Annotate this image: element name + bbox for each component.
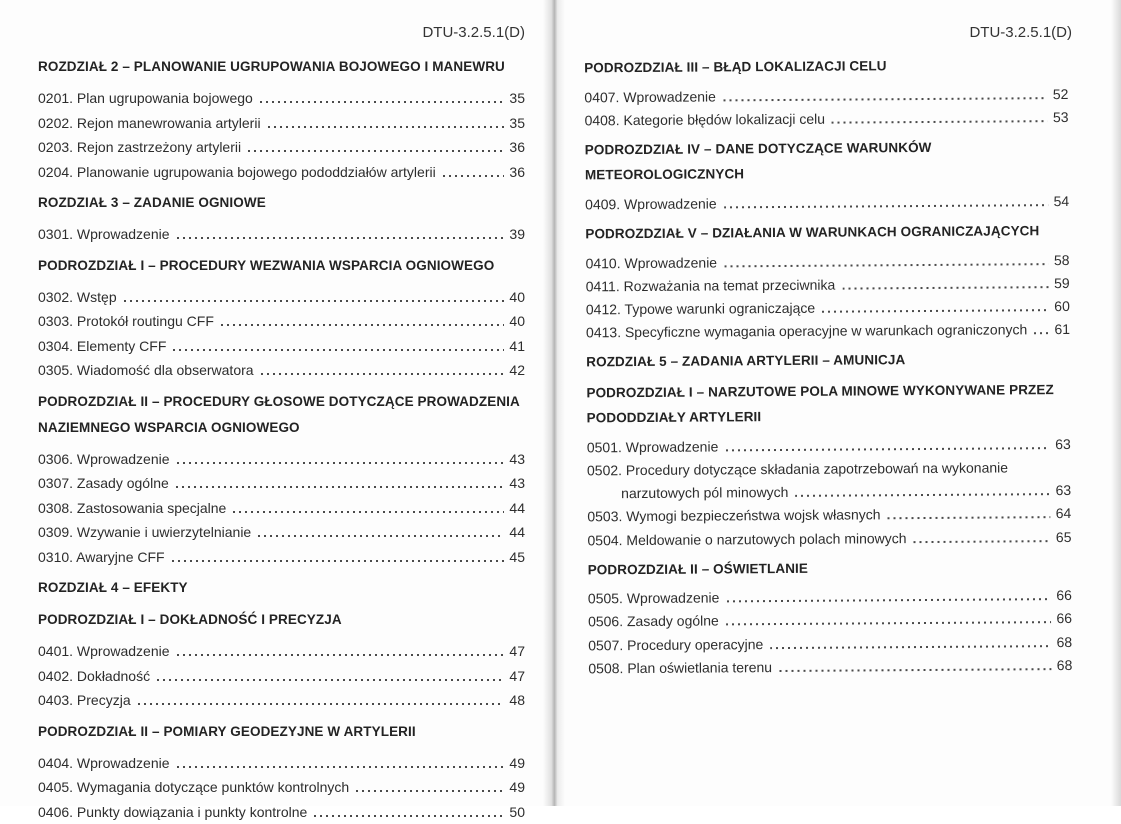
toc-section-heading xyxy=(38,190,525,216)
toc-entry xyxy=(38,775,525,800)
toc-entry-label: 0407. Wprowadzenie xyxy=(584,85,716,109)
toc-entry-page-number: 36 xyxy=(509,135,525,160)
toc-entry-label: 0308. Zastosowania specjalne xyxy=(38,496,226,521)
toc-entry xyxy=(588,654,1072,681)
toc-section-heading xyxy=(38,253,525,279)
dot-leader xyxy=(172,560,505,562)
toc-entry-label: 0202. Rejon manewrowania artylerii xyxy=(38,111,261,136)
toc-entry-page-number: 66 xyxy=(1056,584,1072,607)
toc-entry xyxy=(585,249,1069,276)
dot-leader xyxy=(138,703,505,705)
toc-heading-line: ROZDZIAŁ 2 – PLANOWANIE UGRUPOWANIA BOJOWEGO I MANEWRU xyxy=(38,54,525,80)
toc-entry xyxy=(585,190,1069,217)
toc-section-heading xyxy=(585,134,1069,188)
dot-leader xyxy=(124,300,505,302)
toc-entry-label: 0501. Wprowadzenie xyxy=(587,435,719,459)
toc-entry-label: 0203. Rejon zastrzeżony artylerii xyxy=(38,135,241,160)
toc-entry xyxy=(38,135,525,160)
toc-entry-page-number: 49 xyxy=(509,775,525,800)
toc-entry-page-number: 52 xyxy=(1053,82,1069,105)
dot-leader xyxy=(724,204,1049,208)
toc-section-heading xyxy=(586,377,1070,431)
toc-entry-label: 0305. Wiadomość dla obserwatora xyxy=(38,358,254,383)
toc-section-heading xyxy=(586,346,1070,375)
toc-entry-label: 0413. Specyficzne wymagania operacyjne w warunkach ograniczonych xyxy=(586,318,1027,344)
toc-heading-line: PODROZDZIAŁ V – DZIAŁANIA W WARUNKACH OGRANICZAJĄCYCH xyxy=(585,218,1069,247)
toc-entry-page-number: 60 xyxy=(1054,295,1070,318)
toc-entry-label: 0408. Kategorie błędów lokalizacji celu xyxy=(584,107,825,132)
toc-entry-page-number: 44 xyxy=(509,520,525,545)
toc-section-heading xyxy=(38,719,525,745)
dot-leader xyxy=(443,175,505,177)
page-left xyxy=(0,0,560,806)
toc-entry-page-number: 66 xyxy=(1056,607,1072,630)
toc-entry xyxy=(38,520,525,545)
toc-entry xyxy=(38,496,525,521)
toc-entry-label: 0507. Procedury operacyjne xyxy=(588,633,763,657)
toc-entry xyxy=(38,285,525,310)
toc-entry-label: 0503. Wymogi bezpieczeństwa wojsk własnych xyxy=(587,504,880,529)
dot-leader xyxy=(268,126,505,128)
toc-entry-label: 0402. Dokładność xyxy=(38,664,150,689)
toc-entry-page-number: 36 xyxy=(509,160,525,185)
toc-right xyxy=(584,52,1072,680)
toc-entry xyxy=(38,358,525,383)
page-header: DTU-3.2.5.1(D) xyxy=(38,24,525,42)
toc-heading-line: PODROZDZIAŁ I – PROCEDURY WEZWANIA WSPARCIA OGNIOWEGO xyxy=(38,253,525,279)
toc-entry xyxy=(584,82,1068,109)
toc-entry xyxy=(38,111,525,136)
dot-leader xyxy=(356,790,504,792)
dot-leader xyxy=(822,309,1049,313)
toc-entry xyxy=(38,688,525,713)
dot-leader xyxy=(221,324,505,326)
toc-entry xyxy=(586,272,1070,299)
toc-entry-page-number: 42 xyxy=(509,358,525,383)
toc-entry-page-number: 65 xyxy=(1056,526,1072,549)
toc-entry xyxy=(588,584,1072,611)
toc-entry xyxy=(38,664,525,689)
toc-entry-page-number: 40 xyxy=(509,285,525,310)
toc-entry-label: 0506. Zasady ogólne xyxy=(588,610,719,634)
toc-entry xyxy=(38,222,525,247)
dot-leader xyxy=(173,349,504,351)
toc-entry-label: 0410. Wprowadzenie xyxy=(585,251,717,275)
toc-entry-label: 0310. Awaryjne CFF xyxy=(38,545,165,570)
toc-section-heading xyxy=(38,389,525,441)
dot-leader xyxy=(258,535,504,537)
toc-entry xyxy=(587,433,1071,460)
dot-leader xyxy=(724,263,1049,267)
dot-leader xyxy=(260,101,505,103)
toc-entry-label: 0412. Typowe warunki ograniczające xyxy=(586,297,815,322)
toc-entry-label: 0303. Protokół routingu CFF xyxy=(38,309,214,334)
dot-leader xyxy=(914,540,1051,543)
toc-entry-page-number: 48 xyxy=(509,688,525,713)
dot-leader xyxy=(779,668,1052,672)
toc-entry-label: 0301. Wprowadzenie xyxy=(38,222,170,247)
toc-entry-label: 0411. Rozważania na temat przeciwnika xyxy=(586,273,836,298)
toc-entry-label: 0403. Precyzja xyxy=(38,688,131,713)
toc-entry-label: 0306. Wprowadzenie xyxy=(38,447,170,472)
dot-leader xyxy=(314,815,504,817)
toc-heading-line: ROZDZIAŁ 4 – EFEKTY xyxy=(38,575,525,601)
toc-entry-page-number: 59 xyxy=(1054,272,1070,295)
toc-section-heading xyxy=(588,554,1072,583)
toc-entry-page-number: 58 xyxy=(1054,249,1070,272)
toc-entry-page-number: 39 xyxy=(509,222,525,247)
toc-entry xyxy=(38,471,525,496)
toc-entry-label: 0504. Meldowanie o narzutowych polach minowych xyxy=(587,527,906,552)
dot-leader xyxy=(233,511,504,513)
toc-entry xyxy=(586,295,1070,322)
toc-entry-page-number: 45 xyxy=(509,545,525,570)
toc-left xyxy=(38,54,525,824)
dot-leader xyxy=(177,654,505,656)
dot-leader xyxy=(723,97,1048,101)
toc-entry-label: 0508. Plan oświetlania terenu xyxy=(588,656,772,680)
dot-leader xyxy=(770,645,1051,649)
toc-section-heading xyxy=(38,54,525,80)
toc-entry-page-number: 68 xyxy=(1057,631,1073,654)
toc-heading-line: PODROZDZIAŁ II – OŚWIETLANIE xyxy=(588,554,1072,583)
toc-entry-page-number: 61 xyxy=(1054,318,1070,341)
toc-entry-label: 0304. Elementy CFF xyxy=(38,334,166,359)
toc-entry xyxy=(38,334,525,359)
toc-heading-line: PODROZDZIAŁ I – NARZUTOWE POLA MINOWE WYKONYWANE PRZEZ xyxy=(586,377,1070,406)
toc-entry-label: 0405. Wymagania dotyczące punktów kontrolnych xyxy=(38,775,349,800)
toc-entry-page-number: 40 xyxy=(509,309,525,334)
toc-entry-page-number: 63 xyxy=(1055,479,1071,502)
toc-entry xyxy=(588,631,1072,658)
toc-entry xyxy=(587,502,1071,529)
dot-leader xyxy=(832,120,1048,124)
toc-entry-label: 0309. Wzywanie i uwierzytelnianie xyxy=(38,520,251,545)
page-header: DTU-3.2.5.1(D) xyxy=(588,24,1072,42)
toc-heading-line: ROZDZIAŁ 3 – ZADANIE OGNIOWE xyxy=(38,190,525,216)
toc-entry xyxy=(587,456,1071,483)
toc-entry-page-number: 35 xyxy=(509,86,525,111)
toc-entry xyxy=(38,800,525,824)
toc-entry xyxy=(38,309,525,334)
toc-entry-page-number: 68 xyxy=(1057,654,1073,677)
dot-leader xyxy=(795,493,1050,497)
toc-entry-label: 0201. Plan ugrupowania bojowego xyxy=(38,86,253,111)
toc-entry xyxy=(38,447,525,472)
toc-entry-page-number: 43 xyxy=(509,447,525,472)
toc-heading-line: PODROZDZIAŁ I – DOKŁADNOŚĆ I PRECYZJA xyxy=(38,607,525,633)
toc-entry xyxy=(586,318,1070,345)
dot-leader xyxy=(842,286,1049,289)
toc-entry xyxy=(588,607,1072,634)
toc-entry-page-number: 49 xyxy=(509,751,525,776)
toc-heading-line: PODROZDZIAŁ II – PROCEDURY GŁOSOWE DOTYCZĄCE PROWADZENIA xyxy=(38,389,525,415)
toc-entry-label: 0505. Wprowadzenie xyxy=(588,587,720,611)
toc-section-heading xyxy=(584,52,1068,81)
toc-entry-label: 0401. Wprowadzenie xyxy=(38,639,170,664)
toc-entry xyxy=(38,160,525,185)
toc-entry xyxy=(38,86,525,111)
toc-heading-line: PODROZDZIAŁ III – BŁĄD LOKALIZACJI CELU xyxy=(584,52,1068,81)
toc-entry-page-number: 64 xyxy=(1056,502,1072,525)
dot-leader xyxy=(157,679,504,681)
toc-heading-line: ROZDZIAŁ 5 – ZADANIA ARTYLERII – AMUNICJA xyxy=(586,346,1070,375)
toc-entry-page-number: 54 xyxy=(1053,190,1069,213)
toc-heading-line: NAZIEMNEGO WSPARCIA OGNIOWEGO xyxy=(38,415,525,441)
toc-entry-page-number: 44 xyxy=(509,496,525,521)
toc-entry-page-number: 43 xyxy=(509,471,525,496)
toc-entry xyxy=(587,526,1071,553)
toc-heading-line: PODODDZIAŁY ARTYLERII xyxy=(587,402,1071,431)
dot-leader xyxy=(261,373,505,375)
toc-entry xyxy=(38,545,525,570)
toc-entry-label: 0302. Wstęp xyxy=(38,285,117,310)
toc-entry-label: narzutowych pól minowych xyxy=(587,481,788,506)
toc-entry-page-number: 63 xyxy=(1055,433,1071,456)
toc-section-heading xyxy=(38,575,525,601)
toc-entry-label: 0502. Procedury dotyczące składania zapotrzebowań na wykonanie xyxy=(587,456,1008,482)
dot-leader xyxy=(726,598,1051,602)
dot-leader xyxy=(176,486,505,488)
toc-entry-page-number: 41 xyxy=(509,334,525,359)
toc-entry-page-number: 47 xyxy=(509,639,525,664)
dot-leader xyxy=(248,150,504,152)
dot-leader xyxy=(725,447,1050,451)
toc-entry-label: 0307. Zasady ogólne xyxy=(38,471,169,496)
toc-entry xyxy=(38,639,525,664)
toc-entry-label: 0404. Wprowadzenie xyxy=(38,751,170,776)
toc-heading-line: PODROZDZIAŁ II – POMIARY GEODEZYJNE W ARTYLERII xyxy=(38,719,525,745)
toc-entry xyxy=(587,479,1071,506)
toc-entry-label: 0406. Punkty dowiązania i punkty kontrolne xyxy=(38,800,307,824)
toc-entry-page-number: 35 xyxy=(509,111,525,136)
toc-entry-label: 0204. Planowanie ugrupowania bojowego pododdziałów artylerii xyxy=(38,160,436,185)
toc-entry xyxy=(584,106,1068,133)
dot-leader xyxy=(726,622,1052,626)
toc-section-heading xyxy=(585,218,1069,247)
page-right xyxy=(560,0,1121,806)
toc-entry-page-number: 53 xyxy=(1053,106,1069,129)
toc-entry xyxy=(38,751,525,776)
toc-section-heading xyxy=(38,607,525,633)
dot-leader xyxy=(177,462,505,464)
dot-leader xyxy=(888,516,1051,519)
toc-entry-page-number: 47 xyxy=(509,664,525,689)
toc-heading-line: PODROZDZIAŁ IV – DANE DOTYCZĄCE WARUNKÓW xyxy=(585,134,1069,163)
toc-entry-label: 0409. Wprowadzenie xyxy=(585,192,717,216)
toc-entry-page-number: 50 xyxy=(509,800,525,824)
dot-leader xyxy=(177,766,505,768)
toc-heading-line: METEOROLOGICZNYCH xyxy=(585,159,1069,188)
dot-leader xyxy=(177,237,505,239)
dot-leader xyxy=(1034,332,1049,334)
